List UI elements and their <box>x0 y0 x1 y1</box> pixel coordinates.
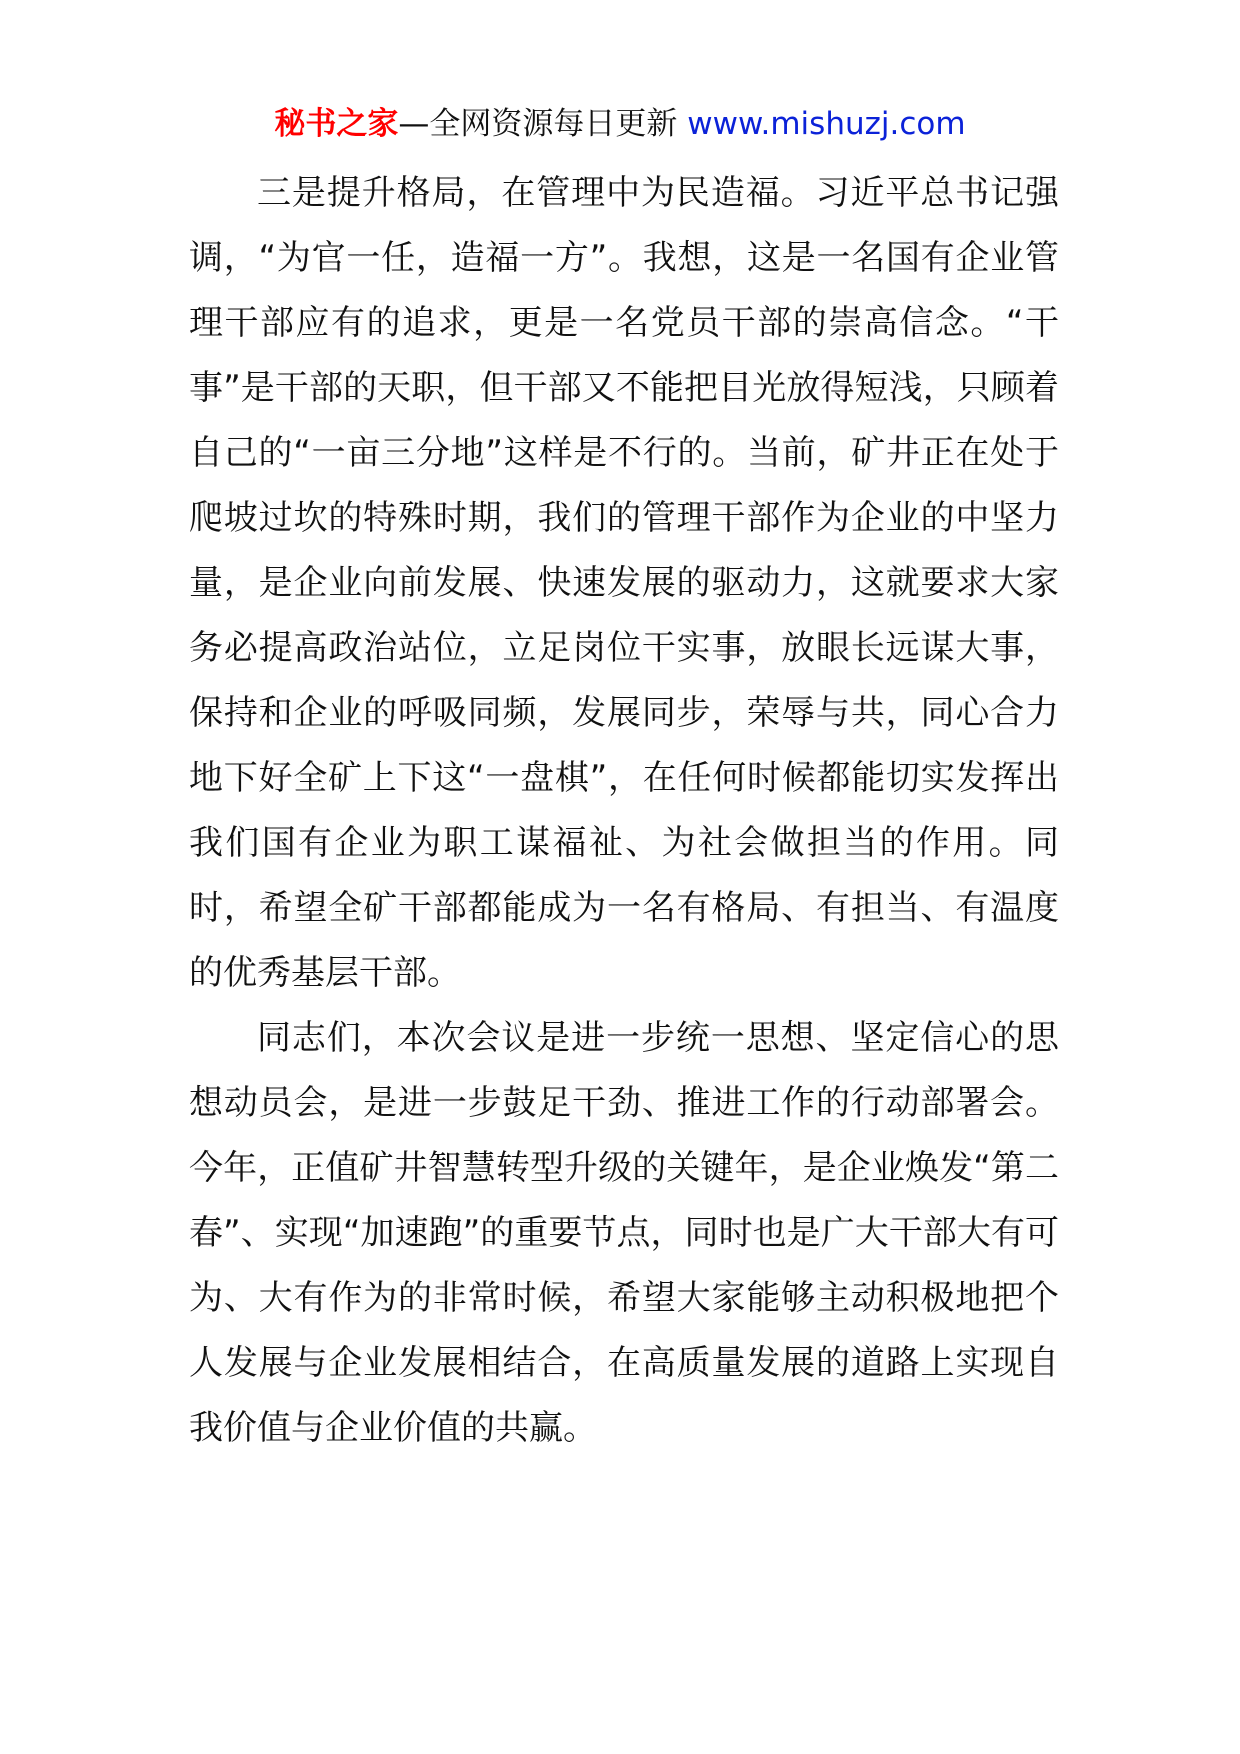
document-body <box>189 161 1059 1461</box>
paragraph-1: 三是提升格局，在管理中为民造福。习近平总书记强调，“为官一任，造福一方”。我想，这是一名国有企业管理干部应有的追求，更是一名党员干部的崇高信念。“干事”是干部的天职，但干部又不能把目光放得短浅，只顾着自己的“一亩三分地”这样是不行的。当前，矿井正在处于爬坡过坎的特殊时期，我们的管理干部作为企业的中坚力量，是企业向前发展、快速发展的驱动力，这就要求大家务必提高政治站位，立足岗位干实事，放眼长远谋大事，保持和企业的呼吸同频，发展同步，荣辱与共，同心合力地下好全矿上下这“一盘棋”，在任何时候都能切实发挥出我们国有企业为职工谋福祉、为社会做担当的作用。同时，希望全矿干部都能成为一名有格局、有担当、有温度的优秀基层干部。 <box>189 173 1059 993</box>
brand-name: 秘书之家 <box>274 106 399 142</box>
site-header <box>0 100 1240 148</box>
site-url-link[interactable]: www.mishuzj.com <box>687 106 966 142</box>
header-tagline: —全网资源每日更新 <box>398 106 678 142</box>
paragraph-2: 同志们，本次会议是进一步统一思想、坚定信心的思想动员会，是进一步鼓足干劲、推进工作的行动部署会。今年，正值矿井智慧转型升级的关键年，是企业焕发“第二春”、实现“加速跑”的重要节点，同时也是广大干部大有可为、大有作为的非常时候，希望大家能够主动积极地把个人发展与企业发展相结合，在高质量发展的道路上实现自我价值与企业价值的共赢。 <box>189 1018 1059 1448</box>
